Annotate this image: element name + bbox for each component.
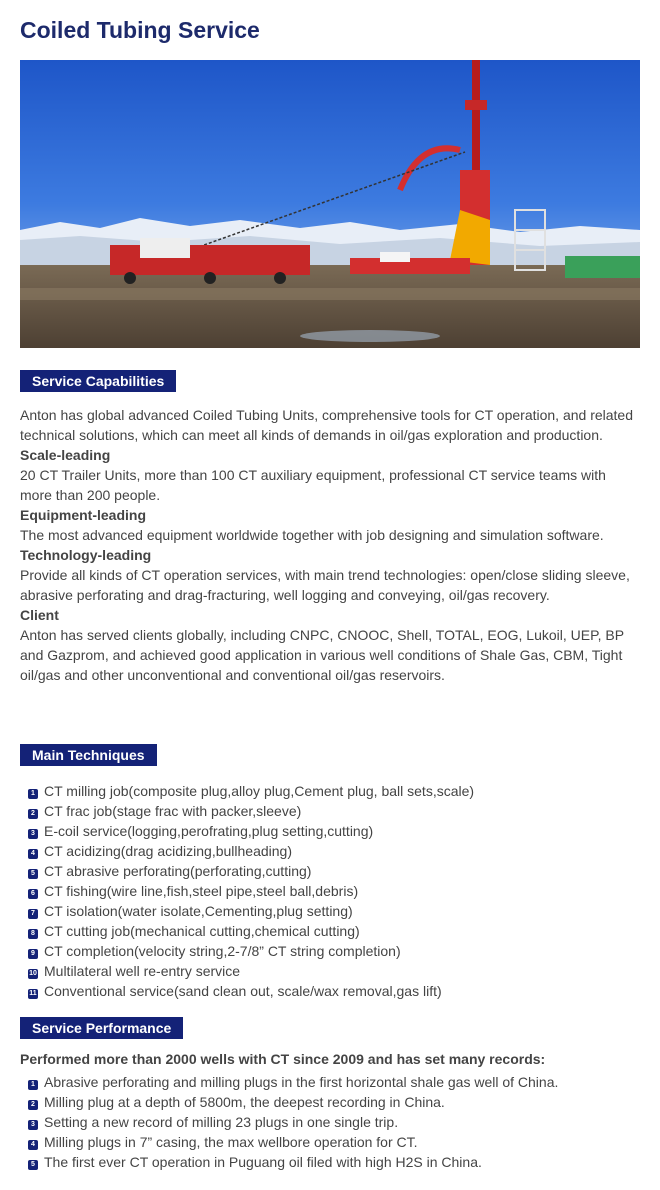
performance-section xyxy=(20,1017,640,1172)
capability-item xyxy=(20,445,640,505)
list-item xyxy=(20,821,640,841)
techniques-list xyxy=(20,781,640,1001)
list-item xyxy=(20,1072,640,1092)
number-badge: 1 xyxy=(28,1080,38,1090)
list-item-text: CT abrasive perforating(perforating,cutting) xyxy=(44,863,312,879)
list-item xyxy=(20,941,640,961)
list-item xyxy=(20,801,640,821)
section-tag: Service Capabilities xyxy=(20,370,176,392)
list-item-text: Abrasive perforating and milling plugs in the first horizontal shale gas well of China. xyxy=(44,1074,559,1090)
capability-text: Anton has served clients globally, including CNPC, CNOOC, Shell, TOTAL, EOG, Lukoil, UEP, BP and Gazprom, and achieved good application in various well conditions of Shale Gas, CBM, Tight oil/gas and other unconventional and conventional oil/gas reservoirs. xyxy=(20,627,624,683)
number-badge: 3 xyxy=(28,829,38,839)
performance-lead: Performed more than 2000 wells with CT since 2009 and has set many records: xyxy=(20,1051,546,1067)
capability-text: Provide all kinds of CT operation services, with main trend technologies: open/close sliding sleeve, abrasive perforating and drag-fracturing, well logging and conveying, oil/gas recovery. xyxy=(20,567,630,603)
capabilities-intro: Anton has global advanced Coiled Tubing Units, comprehensive tools for CT operation, and related technical solutions, which can meet all kinds of demands in oil/gas exploration and production. xyxy=(20,407,634,443)
list-item-text: Milling plugs in 7” casing, the max wellbore operation for CT. xyxy=(44,1134,418,1150)
number-badge: 3 xyxy=(28,1120,38,1130)
capabilities-section xyxy=(20,370,640,685)
list-item xyxy=(20,1112,640,1132)
capability-heading: Client xyxy=(20,607,59,623)
number-badge: 8 xyxy=(28,929,38,939)
capability-item xyxy=(20,505,640,545)
coiled-tubing-rig-photo xyxy=(20,60,640,348)
number-badge: 11 xyxy=(29,990,37,997)
list-item xyxy=(20,1092,640,1112)
list-item xyxy=(20,1132,640,1152)
number-badge: 9 xyxy=(28,949,38,959)
number-badge: 2 xyxy=(28,809,38,819)
list-item xyxy=(20,1152,640,1172)
hero-image xyxy=(20,60,640,348)
capability-item xyxy=(20,545,640,605)
capability-heading: Equipment-leading xyxy=(20,507,146,523)
list-item-text: CT milling job(composite plug,alloy plug,Cement plug, ball sets,scale) xyxy=(44,783,475,799)
list-item-text: CT isolation(water isolate,Cementing,plug setting) xyxy=(44,903,353,919)
list-item xyxy=(20,861,640,881)
performance-list xyxy=(20,1072,640,1172)
list-item-text: E-coil service(logging,perofrating,plug setting,cutting) xyxy=(44,823,374,839)
number-badge: 10 xyxy=(29,970,37,977)
list-item xyxy=(20,981,640,1001)
list-item-text: CT fishing(wire line,fish,steel pipe,steel ball,debris) xyxy=(44,883,359,899)
section-tag: Main Techniques xyxy=(20,744,157,766)
number-badge: 4 xyxy=(28,1140,38,1150)
list-item-text: CT completion(velocity string,2-7/8” CT string completion) xyxy=(44,943,401,959)
list-item-text: CT acidizing(drag acidizing,bullheading) xyxy=(44,843,292,859)
list-item-text: Conventional service(sand clean out, scale/wax removal,gas lift) xyxy=(44,983,442,999)
list-item xyxy=(20,781,640,801)
number-badge: 4 xyxy=(28,849,38,859)
capability-heading: Technology-leading xyxy=(20,547,152,563)
techniques-section xyxy=(20,744,640,1001)
list-item xyxy=(20,921,640,941)
capability-item xyxy=(20,605,640,685)
number-badge: 2 xyxy=(28,1100,38,1110)
number-badge: 6 xyxy=(28,889,38,899)
list-item-text: CT frac job(stage frac with packer,sleeve) xyxy=(44,803,302,819)
section-tag: Service Performance xyxy=(20,1017,183,1039)
list-item-text: Setting a new record of milling 23 plugs in one single trip. xyxy=(44,1114,399,1130)
page-title: Coiled Tubing Service xyxy=(20,17,260,43)
list-item-text: Multilateral well re-entry service xyxy=(44,963,241,979)
list-item xyxy=(20,961,640,981)
list-item-text: CT cutting job(mechanical cutting,chemical cutting) xyxy=(44,923,360,939)
list-item xyxy=(20,841,640,861)
list-item xyxy=(20,881,640,901)
capability-heading: Scale-leading xyxy=(20,447,111,463)
list-item xyxy=(20,901,640,921)
number-badge: 5 xyxy=(28,869,38,879)
capability-text: The most advanced equipment worldwide together with job designing and simulation software. xyxy=(20,527,604,543)
number-badge: 7 xyxy=(28,909,38,919)
list-item-text: The first ever CT operation in Puguang oil filed with high H2S in China. xyxy=(44,1154,482,1170)
number-badge: 1 xyxy=(28,789,38,799)
list-item-text: Milling plug at a depth of 5800m, the deepest recording in China. xyxy=(44,1094,445,1110)
capability-text: 20 CT Trailer Units, more than 100 CT auxiliary equipment, professional CT service teams with more than 200 people. xyxy=(20,467,606,503)
number-badge: 5 xyxy=(28,1160,38,1170)
